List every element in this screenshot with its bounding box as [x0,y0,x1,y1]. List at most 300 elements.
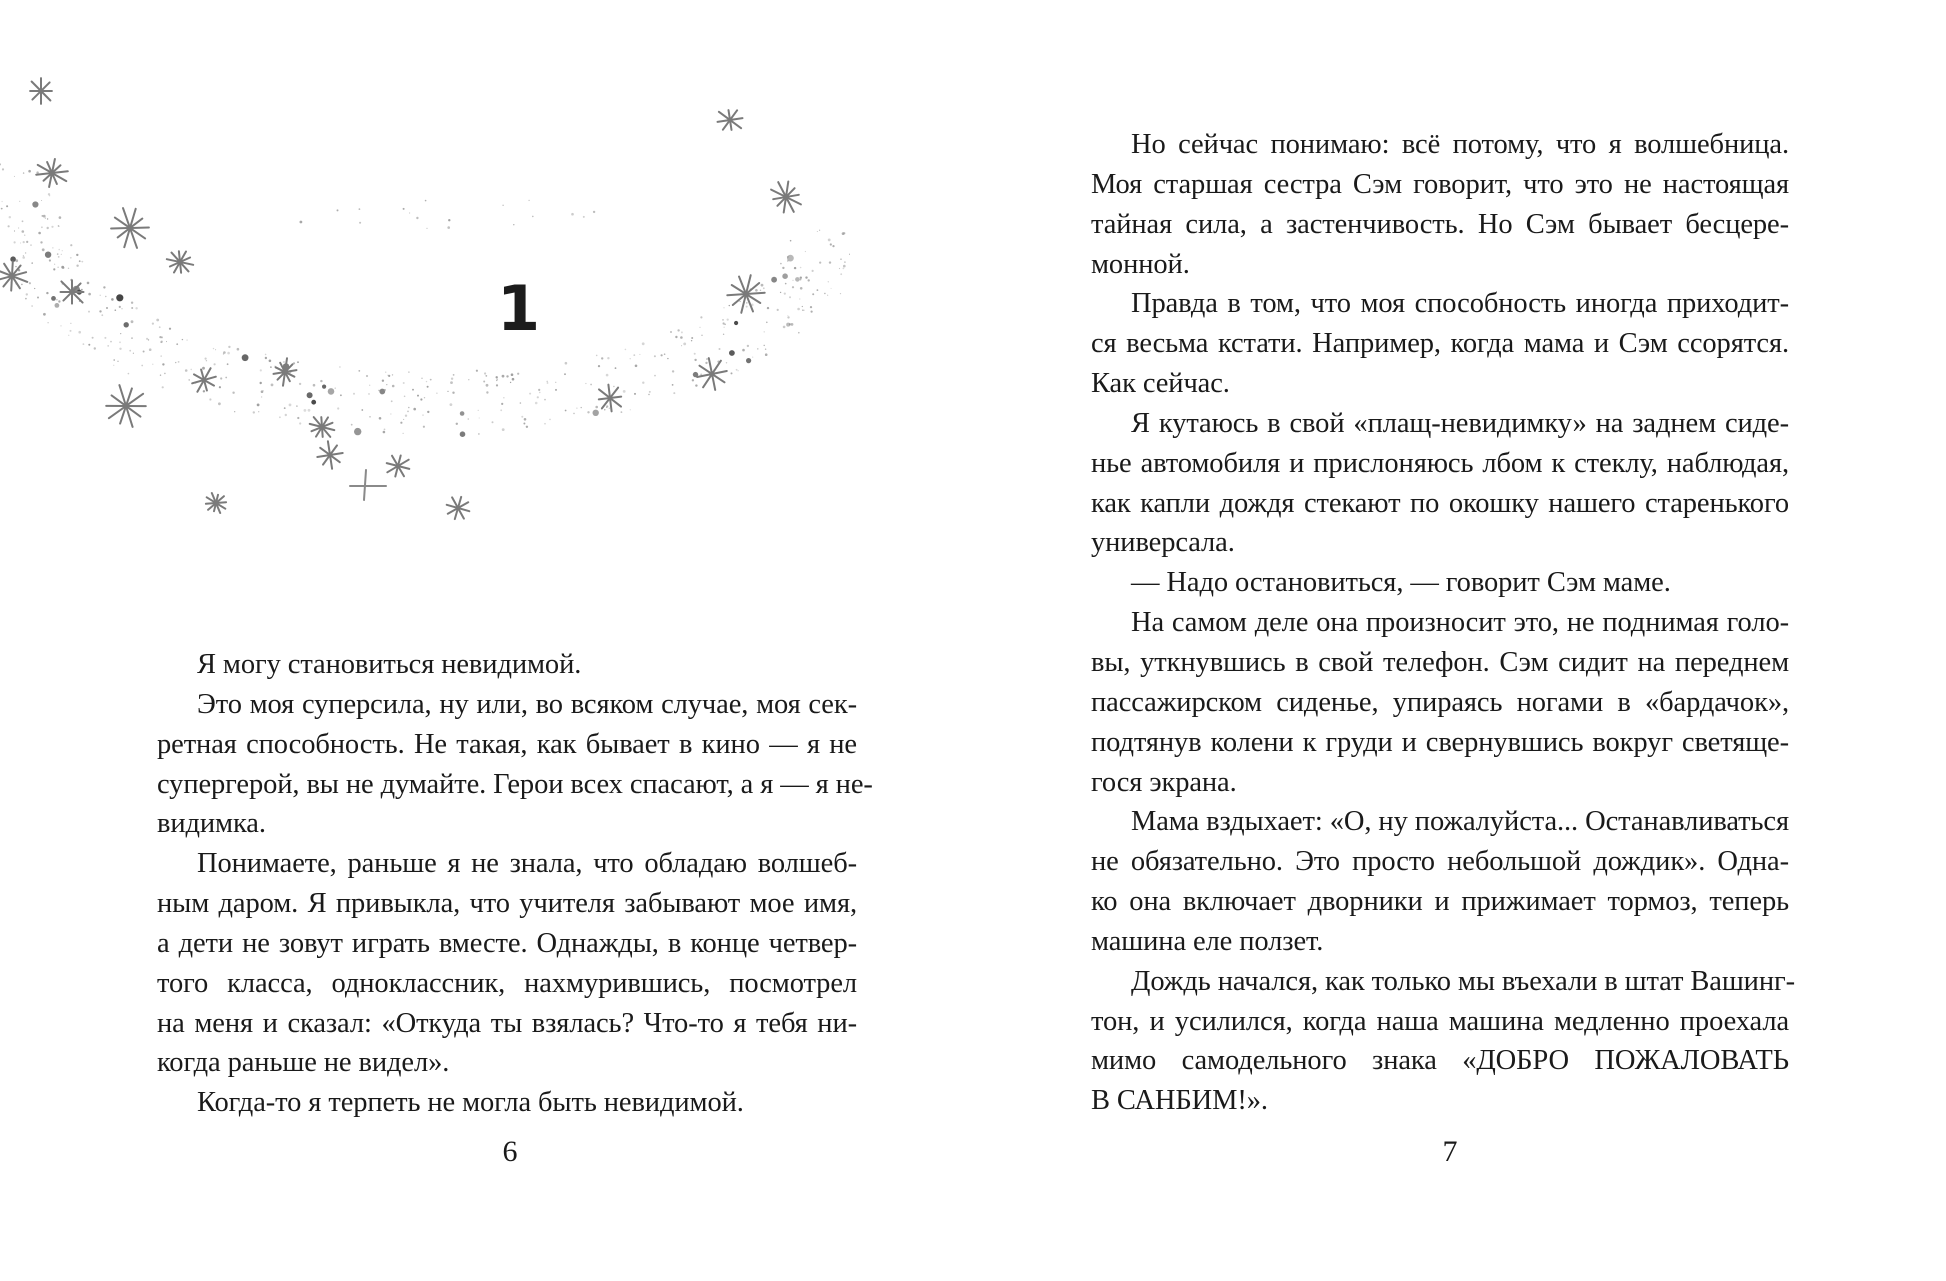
sparkle-dot [94,347,96,349]
sparkle-dot [424,397,425,398]
sparkle-dot [45,252,51,258]
sparkle-dot [450,403,453,406]
sparkle-dot [767,307,769,309]
sparkle-dot [23,241,25,243]
text-line: Я кутаюсь в свой «плащ-невидимку» на заднем сиде- [1131,407,1789,439]
text-line: того класса, одноклассник, нахмурившись, посмотрел [157,967,857,999]
sparkle-dot [339,366,341,368]
sparkle-dot [265,357,267,359]
sparkle-star-icon [447,497,470,519]
sparkle-dot [299,422,301,424]
sparkle-dot [47,218,48,219]
sparkle-dot [392,374,393,375]
sparkle-dot [808,279,810,281]
sparkle-dot [421,378,422,379]
sparkle-dot [734,321,738,325]
sparkle-dot [1,201,2,202]
sparkle-dot [340,394,342,396]
sparkle-dot [26,241,28,243]
sparkle-dot [800,279,802,281]
sparkle-dot [812,293,814,295]
sparkle-dot [105,296,106,297]
sparkle-star-icon [274,358,297,385]
sparkle-dot [14,230,15,231]
sparkle-dot [812,270,814,272]
sparkle-dot [113,359,115,361]
sparkle-dot [359,222,361,224]
sparkle-dot [131,307,133,309]
sparkle-dot [15,266,16,267]
sparkle-dot [450,381,453,384]
sparkle-dot [24,235,25,236]
sparkle-dot [18,227,19,228]
sparkle-dot [670,331,672,333]
sparkle-dot [783,326,786,329]
sparkle-dot [404,396,406,398]
sparkle-dot [791,323,794,326]
sparkle-dot [694,353,696,355]
sparkle-dot [391,400,393,402]
text-line: Правда в том, что моя способность иногда приходит- [1131,288,1789,320]
sparkle-dot [667,358,668,359]
sparkle-dot [430,379,432,381]
sparkle-dot [87,282,90,285]
sparkle-dot [829,261,831,263]
sparkle-dot [448,219,450,221]
text-line: тон, и усилился, когда наша машина медленно проехала [1091,1005,1789,1037]
sparkle-star-icon [771,182,801,213]
sparkle-dot [215,349,216,350]
sparkle-dot [79,260,81,262]
sparkle-dot [131,337,133,339]
sparkle-dot [28,170,31,173]
sparkle-dot [738,370,739,371]
sparkle-dot [811,311,813,313]
sparkle-dot [175,362,176,363]
sparkle-dot [699,327,700,328]
sparkle-dot [214,363,216,365]
sparkle-dot [546,381,548,383]
sparkle-dot [800,277,802,279]
sparkle-dot [447,391,448,392]
sparkle-dot [354,428,361,435]
sparkle-dot [107,345,109,347]
sparkle-dot [544,399,546,401]
sparkle-dot [253,411,255,413]
sparkle-dot [57,253,59,255]
sparkle-dot [789,296,791,298]
right-page [973,0,1946,1281]
sparkle-dot [25,298,27,300]
sparkle-dot [92,337,94,339]
sparkle-dot [565,362,568,365]
sparkle-dot [297,417,299,419]
sparkle-dot [427,386,429,388]
sparkle-dot [205,358,207,360]
text-line: гося экрана. [1091,766,1237,798]
sparkle-cross-icon [350,470,386,500]
sparkle-dot [633,354,635,356]
sparkle-dot [25,252,26,253]
sparkle-dot [22,220,24,222]
sparkle-dot [106,307,108,309]
sparkle-dot [258,411,259,412]
sparkle-dot [476,370,478,372]
sparkle-dot [141,365,143,367]
sparkle-star-icon [61,280,84,303]
sparkle-dot [1,208,3,210]
sparkle-star-icon [387,456,410,477]
sparkle-dot [265,354,267,356]
sparkle-dot [133,353,134,354]
sparkle-dot [537,396,539,398]
sparkle-dot [765,349,766,350]
sparkle-dot [606,407,607,408]
sparkle-dot [408,407,410,409]
text-line: Моя старшая сестра Сэм говорит, что это не настоящая [1091,168,1789,200]
sparkle-dot [2,168,4,170]
text-line: мимо самодельного знака «ДОБРО ПОЖАЛОВАТЬ [1091,1045,1789,1077]
sparkle-dot [486,384,489,387]
sparkle-dot [613,386,614,387]
sparkle-star-icon [206,493,226,513]
sparkle-dot [576,408,577,409]
text-line: а дети не зовут играть вместе. Однажды, в конце четвер- [157,927,857,959]
sparkle-dot [103,286,105,288]
sparkle-dot [116,294,123,301]
sparkle-dot [723,334,724,335]
sparkle-dot [203,390,205,392]
sparkle-dot [784,293,786,295]
sparkle-dot [61,266,64,269]
sparkle-dot [513,224,514,225]
sparkle-dot [724,324,726,326]
sparkle-dot [555,389,557,391]
sparkle-dot [517,373,519,375]
sparkle-dot [746,302,748,304]
sparkle-dot [585,383,586,384]
sparkle-dot [764,345,765,346]
sparkle-dot [121,308,122,309]
sparkle-dot [378,390,380,392]
sparkle-dot [453,374,455,376]
sparkle-dot [691,337,693,339]
sparkle-dot [819,262,821,264]
sparkle-dot [304,409,307,412]
sparkle-dot [581,407,582,408]
sparkle-dot [104,337,106,339]
sparkle-dot [88,311,90,313]
sparkle-dot [794,267,796,269]
sparkle-dot [555,382,556,383]
sparkle-dot [308,409,311,412]
sparkle-dot [289,404,292,407]
sparkle-dot [386,384,387,385]
sparkle-dot [32,201,38,207]
text-line: ным даром. Я привыкла, что учителя забывают мое имя, [157,888,857,920]
sparkle-dot [742,349,745,352]
sparkle-dot [840,293,841,294]
sparkle-dot [81,261,83,263]
sparkle-dot [496,380,497,381]
sparkle-dot [51,226,53,228]
sparkle-dot [817,289,819,291]
sparkle-dot [14,176,15,177]
sparkle-dot [831,288,832,289]
sparkle-star-icon [599,385,621,412]
sparkle-dot [70,330,72,332]
text-line: на меня и сказал: «Откуда ты взялась? Что-то я тебя ни- [157,1007,857,1039]
sparkle-dot [460,411,465,416]
sparkle-dot [169,328,171,330]
sparkle-dot [675,336,677,338]
sparkle-dot [160,375,161,376]
sparkle-dot [843,232,845,234]
sparkle-star-icon [718,110,743,130]
sparkle-dot [810,306,812,308]
sparkle-dot [484,372,486,374]
sparkle-dot [41,226,43,228]
sparkle-dot [723,307,724,308]
sparkle-dot [539,392,540,393]
sparkle-dot [58,256,60,258]
sparkle-dot [456,423,458,425]
sparkle-dot [392,385,395,388]
sparkle-dot [802,309,804,311]
sparkle-dot [403,208,405,210]
sparkle-dot [701,335,702,336]
sparkle-dot [677,329,679,331]
sparkle-star-icon [106,385,146,427]
sparkle-dot [400,422,402,424]
sparkle-dot [296,405,298,407]
sparkle-dot [420,398,422,400]
text-line: монной. [1091,248,1190,280]
sparkle-dot [83,343,85,345]
sparkle-star-icon [0,261,27,290]
sparkle-dot [20,243,21,244]
sparkle-dot [760,290,761,291]
sparkle-dot [260,369,262,371]
sparkle-dot [58,300,60,302]
sparkle-dot [58,249,60,251]
sparkle-dot [635,365,638,368]
sparkle-dot [777,309,779,311]
sparkle-dot [798,332,800,334]
sparkle-dot [299,383,301,385]
sparkle-dot [384,429,386,431]
sparkle-dot [819,230,820,231]
sparkle-dot [149,348,152,351]
sparkle-dot [587,411,589,413]
sparkle-dot [228,346,230,348]
sparkle-dot [746,358,751,363]
sparkle-dot [42,248,45,251]
sparkle-dot [423,426,425,428]
sparkle-dot [9,216,11,218]
sparkle-dot [792,286,794,288]
sparkle-dot [19,201,20,202]
sparkle-dot [405,415,407,417]
sparkle-dot [799,298,800,299]
sparkle-dot [780,263,782,265]
sparkle-dot [672,384,674,386]
sparkle-dot [727,319,729,321]
sparkle-dot [680,336,683,339]
sparkle-dot [547,382,549,384]
sparkle-dot [524,418,527,421]
sparkle-dot [795,277,800,282]
sparkle-dot [535,402,538,405]
sparkle-dot [761,284,764,287]
sparkle-dot [538,389,540,391]
sparkle-dot [654,375,656,377]
sparkle-dot [40,241,42,243]
sparkle-dot [47,227,49,229]
sparkle-dot [15,259,18,262]
sparkle-dot [131,320,134,323]
sparkle-dot [227,352,230,355]
sparkle-dot [220,377,222,379]
text-line: Я могу становиться невидимой. [197,649,582,680]
sparkle-dot [300,221,303,224]
sparkle-dot [765,353,768,356]
sparkle-dot [683,343,686,346]
sparkle-dot [31,262,33,264]
text-line: ся весьма кстати. Например, когда мама и Сэм ссорятся. [1091,328,1789,360]
text-line: Когда-то я терпеть не могла быть невидимой. [197,1087,744,1119]
sparkle-dot [502,205,503,206]
sparkle-dot [780,292,781,293]
sparkle-dot [166,341,167,342]
sparkle-dot [70,323,71,324]
sparkle-dot [681,345,682,346]
text-line: вы, уткнувшись в свой телефон. Сэм сидит на переднем [1091,646,1789,678]
sparkle-dot [500,409,502,411]
sparkle-dot [486,391,488,393]
sparkle-dot [468,418,470,420]
sparkle-dot [34,288,35,289]
sparkle-dot [840,273,842,275]
right-page-body [1091,125,1795,1121]
sparkle-dot [0,163,1,165]
sparkle-dot [284,407,286,409]
sparkle-dot [485,375,487,377]
text-line: видимка. [157,808,266,840]
sparkle-dot [664,353,666,355]
sparkle-dot [51,296,56,301]
sparkle-dot [544,423,546,425]
sparkle-dot [782,267,784,269]
sparkle-dot [502,428,505,431]
sparkle-dot [843,265,846,268]
sparkle-dot [606,374,609,377]
sparkle-dot [510,382,511,383]
sparkle-dot [261,396,262,397]
sparkle-dot [451,378,453,380]
sparkle-dot [639,354,640,355]
sparkle-dot [805,251,806,252]
sparkle-dot [549,419,551,421]
text-line: В САНБИМ!». [1091,1085,1268,1117]
sparkle-dot [642,382,644,384]
sparkle-dot [797,308,800,311]
sparkle-dot [68,268,69,269]
sparkle-dot [113,365,114,366]
sparkle-dot [506,375,508,377]
sparkle-dot [783,276,785,278]
sparkle-dot [283,361,285,363]
sparkle-dot [573,413,575,415]
sparkle-dot [417,395,419,397]
sparkle-dot [792,280,793,281]
sparkle-dot [757,348,758,349]
text-line: подтянув колени к груди и свернувшись вокруг светяще- [1091,726,1789,758]
sparkle-dot [353,393,355,395]
sparkle-dot [54,264,55,265]
sparkle-dot [755,289,758,292]
sparkle-dot [369,416,371,418]
text-line: не обязательно. Это просто небольшой дождик». Одна- [1091,846,1789,878]
sparkle-dot [161,341,163,343]
sparkle-dot [526,426,528,428]
sparkle-dot [160,355,162,357]
sparkle-dot [590,384,592,386]
sparkle-dot [156,319,159,322]
sparkle-dot [148,339,149,340]
sparkle-dot [828,281,829,282]
sparkle-star-icon [111,208,149,248]
sparkle-dot [335,388,336,389]
text-line: Мама вздыхает: «О, ну пожалуйста... Останавливаться [1131,806,1789,838]
sparkle-dot [766,322,768,324]
sparkle-dot [119,348,121,350]
sparkle-dot [492,421,494,423]
sparkle-dot [412,389,414,391]
text-line: Это моя суперсила, ну или, во всяком случае, моя сек- [197,688,857,720]
left-page-body [157,645,873,1123]
sparkle-dot [59,216,62,219]
sparkle-dot [827,295,828,296]
sparkle-dot [368,393,369,394]
sparkle-star-icon [310,417,335,437]
sparkle-dot [45,218,46,219]
text-line: пассажирском сиденье, упираясь ногами в «бардачок», [1091,686,1789,718]
sparkle-dot [413,408,416,411]
chapter-number: 1 [497,272,541,345]
sparkle-dot [110,341,112,343]
sparkle-dot [706,358,708,360]
sparkle-dot [23,255,24,256]
sparkle-dot [564,373,566,375]
sparkle-dot [81,289,83,291]
sparkle-dot [22,256,25,259]
sparkle-dot [800,287,803,290]
sparkle-dot [844,261,846,263]
sparkle-dot [786,323,790,327]
sparkle-dot [426,381,427,382]
sparkle-dot [479,418,480,419]
sparkle-dot [41,200,42,201]
sparkle-dot [320,380,322,382]
sparkle-dot [736,369,738,371]
sparkle-dot [740,301,741,302]
sparkle-dot [601,357,603,359]
sparkle-dot [337,209,339,211]
sparkle-dot [52,247,53,248]
sparkle-dot [571,213,574,216]
sparkle-dot [361,409,363,411]
